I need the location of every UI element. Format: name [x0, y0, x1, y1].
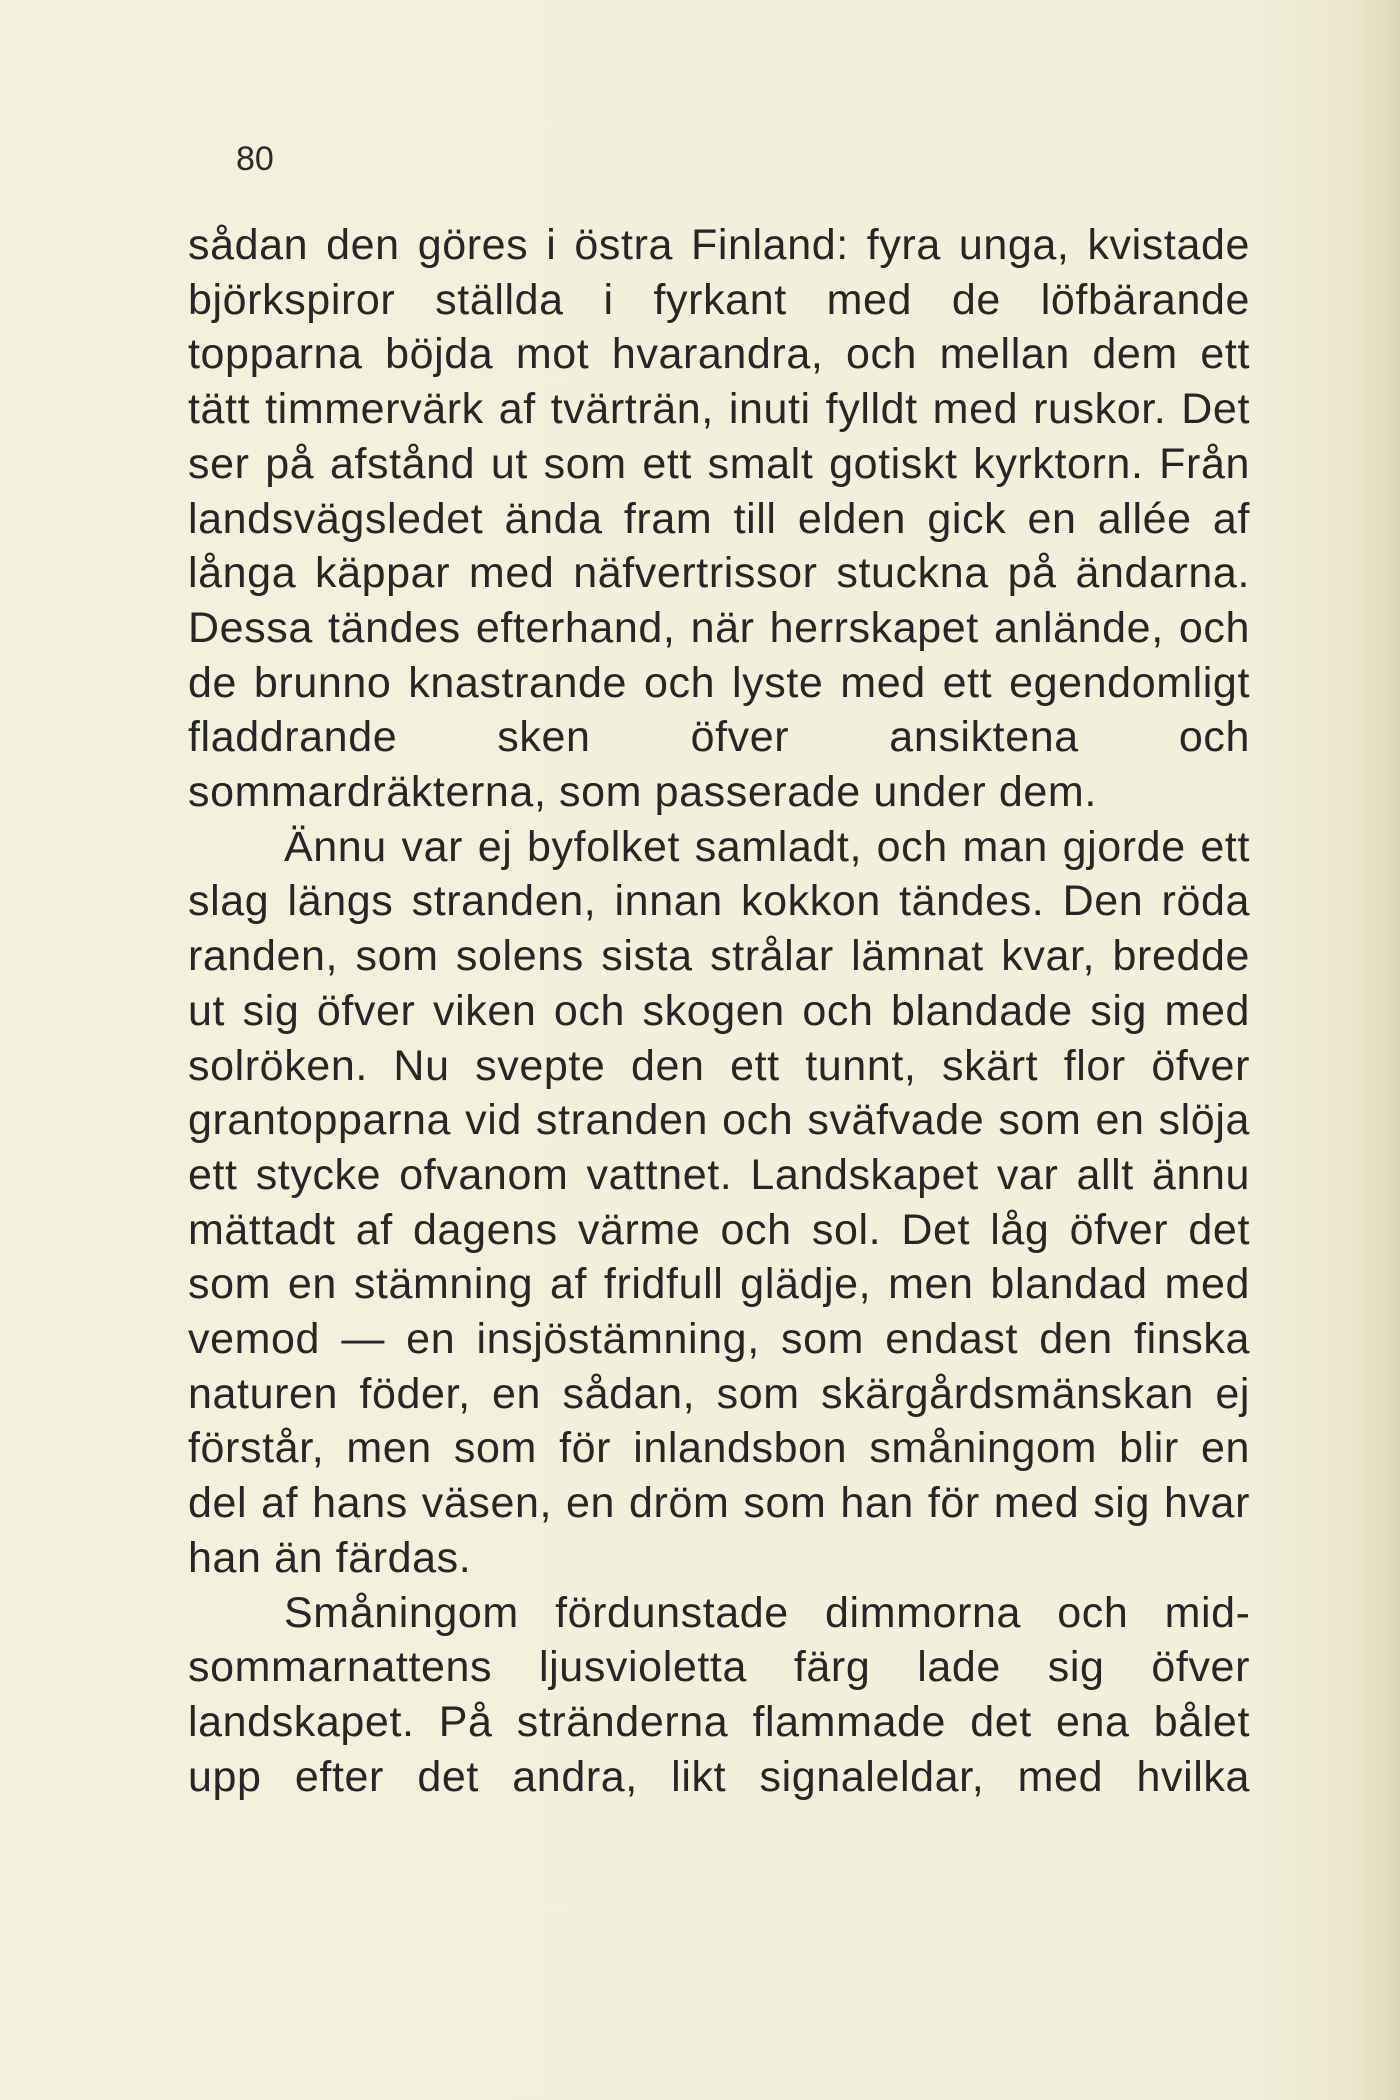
- paragraph-3: Småningom fördunstade dimmorna och midsommarnattens ljusvioletta färg lade sig öfver landskapet. På stränderna flammade det ena bålet upp efter det andra, likt signaleldar, med hvilka: [188, 1588, 1250, 1801]
- page-edge-shadow: [1362, 0, 1400, 2100]
- paragraph-1: sådan den göres i östra Finland: fyra unga, kvistade björkspiror ställda i fyrkant med de löfbärande topparna böjda mot hvarandra, och mellan dem ett tätt timmervärk af tvärträn, inuti fylldt med ruskor. Det ser på afstånd ut som ett smalt gotiskt kyrktorn. Från landsvägsledet ända fram till elden gick en allée af långa käppar med näfvertrissor stuckna på ändarna. Dessa tändes efterhand, när herrskapet anlände, och de brunno knastrande och lyste med ett egendomligt fladdrande sken öfver ansiktena och sommardräkterna, som passerade under dem.: [188, 221, 1250, 817]
- paragraph-2: Ännu var ej byfolket samladt, och man gjorde ett slag längs stranden, innan kokkon tändes. Den röda randen, som solens sista strålar lämnat kvar, bredde ut sig öfver viken och skogen och blandade sig med solröken. Nu svepte den ett tunnt, skärt flor öfver grantopparna vid stranden och sväfvade som en slöja ett stycke ofvanom vattnet. Landskapet var allt ännu mättadt af dagens värme och sol. Det låg öfver det som en stämning af fridfull glädje, men blandad med vemod — en insjöstämning, som endast den finska naturen föder, en sådan, som skärgårdsmänskan ej förstår, men som för inlandsbon småningom blir en del af hans väsen, en dröm som han för med sig hvar han än färdas.: [188, 822, 1250, 1582]
- page-number: 80: [236, 140, 274, 178]
- body-text: [188, 218, 1250, 1804]
